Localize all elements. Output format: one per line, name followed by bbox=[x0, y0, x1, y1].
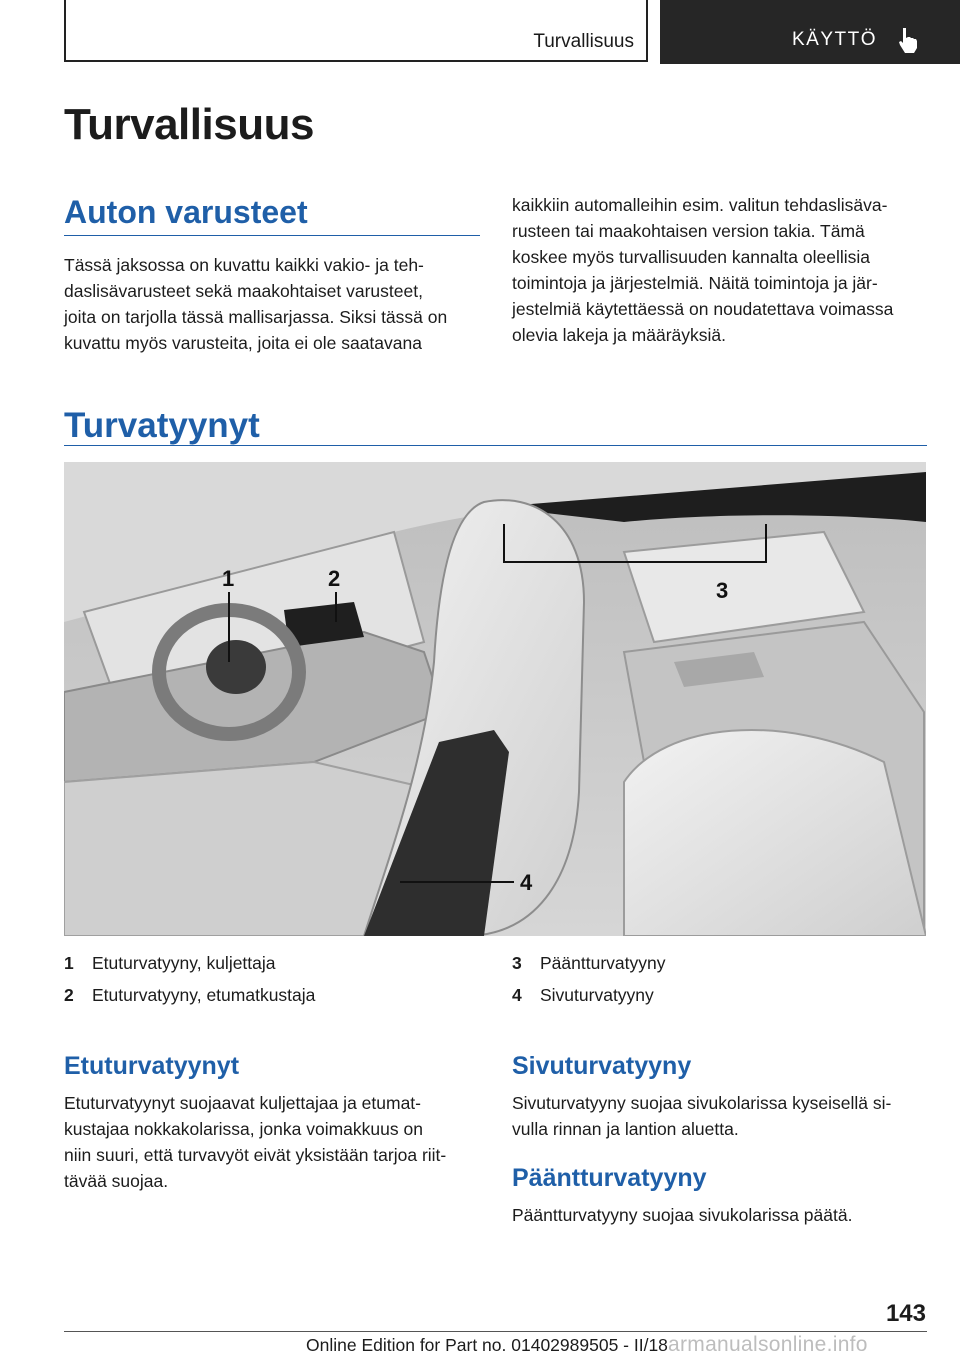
front-airbags-heading: Etuturvatyynyt bbox=[64, 1052, 240, 1080]
legend-label: Etuturvatyyny, etumatkustaja bbox=[92, 985, 316, 1005]
header-chapter-title: KÄYTTÖ bbox=[792, 29, 878, 50]
callout-1: 1 bbox=[222, 566, 235, 591]
footer-edition: Online Edition for Part no. 01402989505 - II/18 bbox=[306, 1335, 668, 1355]
front-airbags-text: Etuturvatyynyt suojaavat kuljettajaa ja etumat- kustajaa nokkakolarissa, jonka voimakkuus on niin suuri, että turvavyöt eivät yksistään tarjoa riit- tävää suojaa. bbox=[64, 1093, 447, 1191]
driver-airbag bbox=[206, 640, 266, 694]
legend-label: Pääntturvatyyny bbox=[540, 953, 666, 973]
side-airbag-text: Sivuturvatyyny suojaa sivukolarissa kyseisellä si- vulla rinnan ja lantion aluetta. bbox=[512, 1093, 892, 1139]
head-airbag-heading: Pääntturvatyyny bbox=[512, 1164, 707, 1192]
legend-label: Sivuturvatyyny bbox=[540, 985, 654, 1005]
footer-rule bbox=[64, 1331, 927, 1332]
callout-2: 2 bbox=[328, 566, 341, 591]
legend-number: 2 bbox=[64, 985, 74, 1005]
airbags-heading: Turvatyynyt bbox=[64, 406, 260, 445]
running-header-section bbox=[64, 0, 648, 62]
legend-number: 1 bbox=[64, 953, 74, 973]
header-section-title: Turvallisuus bbox=[533, 31, 634, 52]
head-airbag-text: Pääntturvatyyny suojaa sivukolarissa päätä. bbox=[512, 1205, 853, 1225]
pointing-hand-icon bbox=[896, 26, 922, 54]
car-interior-drawing bbox=[64, 462, 926, 936]
equipment-heading: Auton varusteet bbox=[64, 194, 308, 230]
heading-rule bbox=[64, 235, 480, 236]
legend-label: Etuturvatyyny, kuljettaja bbox=[92, 953, 276, 973]
legend-number: 4 bbox=[512, 985, 522, 1005]
equipment-text-right: kaikkiin automalleihin esim. valitun tehdaslisäva- rusteen tai maakohtaisen version takia. Tämä koskee myös turvallisuuden kannalta oleellisia toimintoja ja järjestelmiä. Näitä toimintoja ja jär- jestelmiä käytettäessä on noudatettava voimassa olevia lakeja ja määräyksiä. bbox=[512, 195, 894, 345]
running-header-chapter bbox=[660, 0, 960, 64]
airbag-illustration bbox=[64, 462, 926, 936]
legend-number: 3 bbox=[512, 953, 522, 973]
side-airbag-heading: Sivuturvatyyny bbox=[512, 1052, 692, 1080]
callout-3: 3 bbox=[716, 578, 729, 603]
page-title: Turvallisuus bbox=[64, 100, 314, 149]
watermark: armanualsonline.info bbox=[668, 1333, 868, 1356]
page-number: 143 bbox=[885, 1300, 926, 1327]
callout-4: 4 bbox=[520, 870, 533, 895]
equipment-text-left: Tässä jaksossa on kuvattu kaikki vakio- ja teh- daslisävarusteet sekä maakohtaiset varusteet, joita on tarjolla tässä mallisarjassa. Siksi tässä on kuvattu myös varusteita, joita ei ole saatavana bbox=[64, 255, 448, 353]
heading-rule bbox=[64, 445, 927, 446]
